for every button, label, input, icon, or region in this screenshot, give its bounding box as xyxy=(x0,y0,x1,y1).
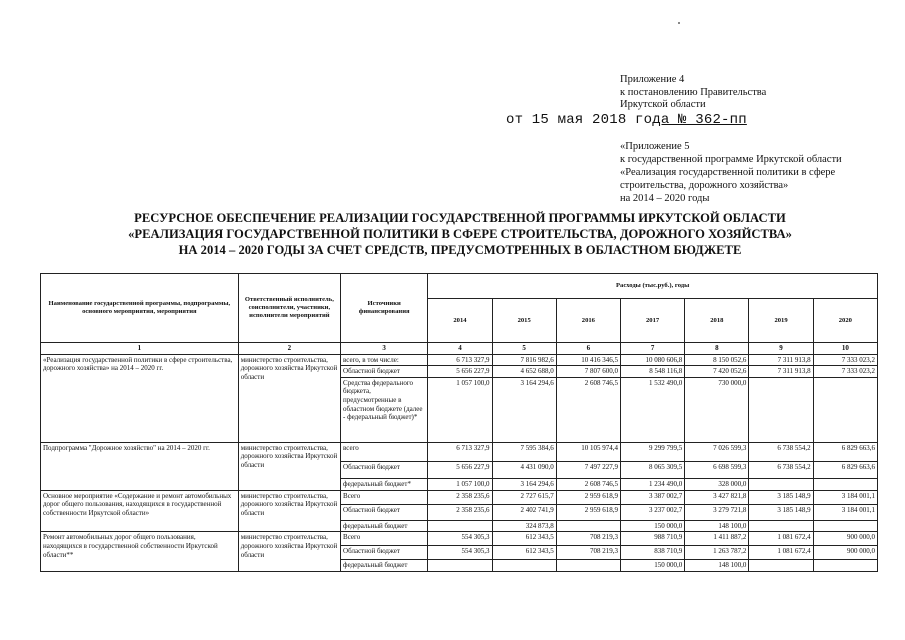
amount-cell: 554 305,3 xyxy=(428,532,492,546)
amount-cell: 3 237 002,7 xyxy=(620,504,684,520)
amount-cell: 3 185 148,9 xyxy=(749,490,813,504)
amount-cell: 612 343,5 xyxy=(492,532,556,546)
executor-name: министерство строительства, дорожного хозяйства Иркутской области xyxy=(238,354,340,442)
header-year: 2016 xyxy=(556,299,620,343)
amount-cell: 7 311 913,8 xyxy=(749,354,813,366)
amount-cell: 3 184 001,1 xyxy=(813,504,877,520)
amount-cell: 2 608 746,5 xyxy=(556,377,620,442)
executor-name: министерство строительства, дорожного хозяйства Иркутской области xyxy=(238,490,340,532)
amount-cell: 900 000,0 xyxy=(813,546,877,560)
executor-name: министерство строительства, дорожного хозяйства Иркутской области xyxy=(238,442,340,490)
header-executor: Ответственный исполнитель, соисполнители, участники, исполнители мероприятий xyxy=(238,274,340,343)
amount-cell: 2 358 235,6 xyxy=(428,504,492,520)
amount-cell: 708 219,3 xyxy=(556,546,620,560)
column-index: 1 xyxy=(41,343,239,355)
column-index: 2 xyxy=(238,343,340,355)
amount-cell: 10 080 606,8 xyxy=(620,354,684,366)
approval-line: к постановлению Правительства xyxy=(620,86,767,98)
amount-cell: 7 026 599,3 xyxy=(685,442,749,461)
amount-cell: 4 652 688,0 xyxy=(492,366,556,378)
amount-cell: 148 100,0 xyxy=(685,520,749,532)
amount-cell xyxy=(813,520,877,532)
amount-cell: 3 427 821,8 xyxy=(685,490,749,504)
amount-cell: 1 234 490,0 xyxy=(620,478,684,490)
amount-cell: 148 100,0 xyxy=(685,560,749,572)
amount-cell: 708 219,3 xyxy=(556,532,620,546)
amount-cell: 2 608 746,5 xyxy=(556,478,620,490)
amount-cell: 10 416 346,5 xyxy=(556,354,620,366)
amount-cell xyxy=(556,520,620,532)
header-year: 2015 xyxy=(492,299,556,343)
amount-cell: 3 279 721,8 xyxy=(685,504,749,520)
amount-cell: 612 343,5 xyxy=(492,546,556,560)
annex-line: к государственной программе Иркутской области xyxy=(620,154,842,165)
column-index-row xyxy=(41,343,878,355)
funding-source: Всего xyxy=(341,490,428,504)
amount-cell: 5 656 227,9 xyxy=(428,461,492,478)
funding-source: Областной бюджет xyxy=(341,461,428,478)
document-title xyxy=(80,210,840,258)
scan-dot xyxy=(678,22,680,24)
funding-source: Областной бюджет xyxy=(341,504,428,520)
executor-name: министерство строительства, дорожного хозяйства Иркутской области xyxy=(238,532,340,572)
amount-cell: 9 299 799,5 xyxy=(620,442,684,461)
title-line: НА 2014 – 2020 ГОДЫ ЗА СЧЕТ СРЕДСТВ, ПРЕДУСМОТРЕННЫХ В ОБЛАСТНОМ БЮДЖЕТЕ xyxy=(178,243,742,257)
annex-note xyxy=(620,140,842,205)
amount-cell: 1 532 490,0 xyxy=(620,377,684,442)
amount-cell: 7 333 023,2 xyxy=(813,354,877,366)
approval-line: Приложение 4 xyxy=(620,74,685,85)
header-year: 2017 xyxy=(620,299,684,343)
amount-cell: 3 164 294,6 xyxy=(492,377,556,442)
amount-cell: 6 829 663,6 xyxy=(813,442,877,461)
amount-cell: 150 000,0 xyxy=(620,560,684,572)
amount-cell: 6 738 554,2 xyxy=(749,442,813,461)
amount-cell: 2 959 618,9 xyxy=(556,504,620,520)
title-line: «РЕАЛИЗАЦИЯ ГОСУДАРСТВЕННОЙ ПОЛИТИКИ В СФЕРЕ СТРОИТЕЛЬСТВА, ДОРОЖНОГО ХОЗЯЙСТВА» xyxy=(128,227,792,241)
table-row xyxy=(41,490,878,504)
table-row xyxy=(41,532,878,546)
amount-cell: 1 057 100,0 xyxy=(428,478,492,490)
amount-cell: 1 411 887,2 xyxy=(685,532,749,546)
amount-cell: 6 713 327,9 xyxy=(428,442,492,461)
funding-source: Областной бюджет xyxy=(341,366,428,378)
amount-cell: 3 184 001,1 xyxy=(813,490,877,504)
amount-cell: 150 000,0 xyxy=(620,520,684,532)
column-index: 7 xyxy=(620,343,684,355)
amount-cell: 6 738 554,2 xyxy=(749,461,813,478)
program-name: Ремонт автомобильных дорог общего пользования, находящихся в государственной собственности Иркутской области** xyxy=(41,532,239,572)
resource-table xyxy=(40,273,878,572)
amount-cell: 730 000,0 xyxy=(685,377,749,442)
annex-line: на 2014 – 2020 годы xyxy=(620,193,710,204)
amount-cell: 8 548 116,8 xyxy=(620,366,684,378)
header-name: Наименование государственной программы, подпрограммы, основного мероприятия, мероприятия xyxy=(41,274,239,343)
amount-cell: 554 305,3 xyxy=(428,546,492,560)
header-expenses: Расходы (тыс.руб.), годы xyxy=(428,274,878,299)
amount-cell: 6 698 599,3 xyxy=(685,461,749,478)
decree-date: от 15 мая 2018 го xyxy=(506,112,653,128)
amount-cell: 2 402 741,9 xyxy=(492,504,556,520)
amount-cell: 2 358 235,6 xyxy=(428,490,492,504)
funding-source: всего, в том числе: xyxy=(341,354,428,366)
program-name: Основное мероприятие «Содержание и ремонт автомобильных дорог общего пользования, находящихся в государственной собственности Иркутской области» xyxy=(41,490,239,532)
amount-cell: 324 873,8 xyxy=(492,520,556,532)
column-index: 6 xyxy=(556,343,620,355)
amount-cell: 2 727 615,7 xyxy=(492,490,556,504)
decree-stamp xyxy=(506,112,747,128)
amount-cell: 2 959 618,9 xyxy=(556,490,620,504)
amount-cell: 900 000,0 xyxy=(813,532,877,546)
decree-number: да № 362-пп xyxy=(652,112,747,128)
amount-cell: 1 263 787,2 xyxy=(685,546,749,560)
amount-cell: 328 000,0 xyxy=(685,478,749,490)
header-year: 2018 xyxy=(685,299,749,343)
amount-cell xyxy=(813,560,877,572)
amount-cell: 10 105 974,4 xyxy=(556,442,620,461)
funding-source: Всего xyxy=(341,532,428,546)
amount-cell: 4 431 090,0 xyxy=(492,461,556,478)
column-index: 8 xyxy=(685,343,749,355)
column-index: 9 xyxy=(749,343,813,355)
amount-cell xyxy=(749,560,813,572)
column-index: 5 xyxy=(492,343,556,355)
amount-cell: 8 065 309,5 xyxy=(620,461,684,478)
amount-cell: 988 710,9 xyxy=(620,532,684,546)
header-year: 2019 xyxy=(749,299,813,343)
amount-cell xyxy=(749,520,813,532)
amount-cell: 838 710,9 xyxy=(620,546,684,560)
annex-line: «Приложение 5 xyxy=(620,141,690,152)
program-name: Подпрограмма "Дорожное хозяйство" на 2014 – 2020 гг. xyxy=(41,442,239,490)
title-line: РЕСУРСНОЕ ОБЕСПЕЧЕНИЕ РЕАЛИЗАЦИИ ГОСУДАРСТВЕННОЙ ПРОГРАММЫ ИРКУТСКОЙ ОБЛАСТИ xyxy=(134,211,786,225)
amount-cell: 7 595 384,6 xyxy=(492,442,556,461)
amount-cell: 1 057 100,0 xyxy=(428,377,492,442)
table-row xyxy=(41,442,878,461)
amount-cell: 1 081 672,4 xyxy=(749,532,813,546)
funding-source: федеральный бюджет* xyxy=(341,478,428,490)
amount-cell: 1 081 672,4 xyxy=(749,546,813,560)
header-source: Источники финансирования xyxy=(341,274,428,343)
column-index: 3 xyxy=(341,343,428,355)
amount-cell xyxy=(813,478,877,490)
annex-line: «Реализация государственной политики в сфере xyxy=(620,167,836,178)
annex-line: строительства, дорожного хозяйства» xyxy=(620,180,789,191)
amount-cell: 7 816 982,6 xyxy=(492,354,556,366)
amount-cell xyxy=(556,560,620,572)
amount-cell: 3 164 294,6 xyxy=(492,478,556,490)
amount-cell: 6 829 663,6 xyxy=(813,461,877,478)
funding-source: федеральный бюджет xyxy=(341,560,428,572)
table-row xyxy=(41,354,878,366)
funding-source: всего xyxy=(341,442,428,461)
header-year: 2020 xyxy=(813,299,877,343)
amount-cell: 7 333 023,2 xyxy=(813,366,877,378)
amount-cell xyxy=(813,377,877,442)
funding-source: Областной бюджет xyxy=(341,546,428,560)
funding-source: федеральный бюджет xyxy=(341,520,428,532)
amount-cell: 5 656 227,9 xyxy=(428,366,492,378)
column-index: 10 xyxy=(813,343,877,355)
amount-cell xyxy=(749,478,813,490)
approval-note xyxy=(620,74,766,112)
header-year: 2014 xyxy=(428,299,492,343)
amount-cell: 7 420 052,6 xyxy=(685,366,749,378)
amount-cell xyxy=(428,520,492,532)
amount-cell: 7 311 913,8 xyxy=(749,366,813,378)
amount-cell xyxy=(492,560,556,572)
amount-cell: 6 713 327,9 xyxy=(428,354,492,366)
program-name: «Реализация государственной политики в сфере строительства, дорожного хозяйства» на 2014 – 2020 гг. xyxy=(41,354,239,442)
amount-cell: 8 150 052,6 xyxy=(685,354,749,366)
amount-cell xyxy=(749,377,813,442)
column-index: 4 xyxy=(428,343,492,355)
approval-line: Иркутской области xyxy=(620,99,706,110)
amount-cell: 7 807 600,0 xyxy=(556,366,620,378)
amount-cell xyxy=(428,560,492,572)
amount-cell: 7 497 227,9 xyxy=(556,461,620,478)
funding-source: Средства федерального бюджета, предусмотренные в областном бюджете (далее - федеральный бюджет)* xyxy=(341,377,428,442)
amount-cell: 3 387 002,7 xyxy=(620,490,684,504)
amount-cell: 3 185 148,9 xyxy=(749,504,813,520)
